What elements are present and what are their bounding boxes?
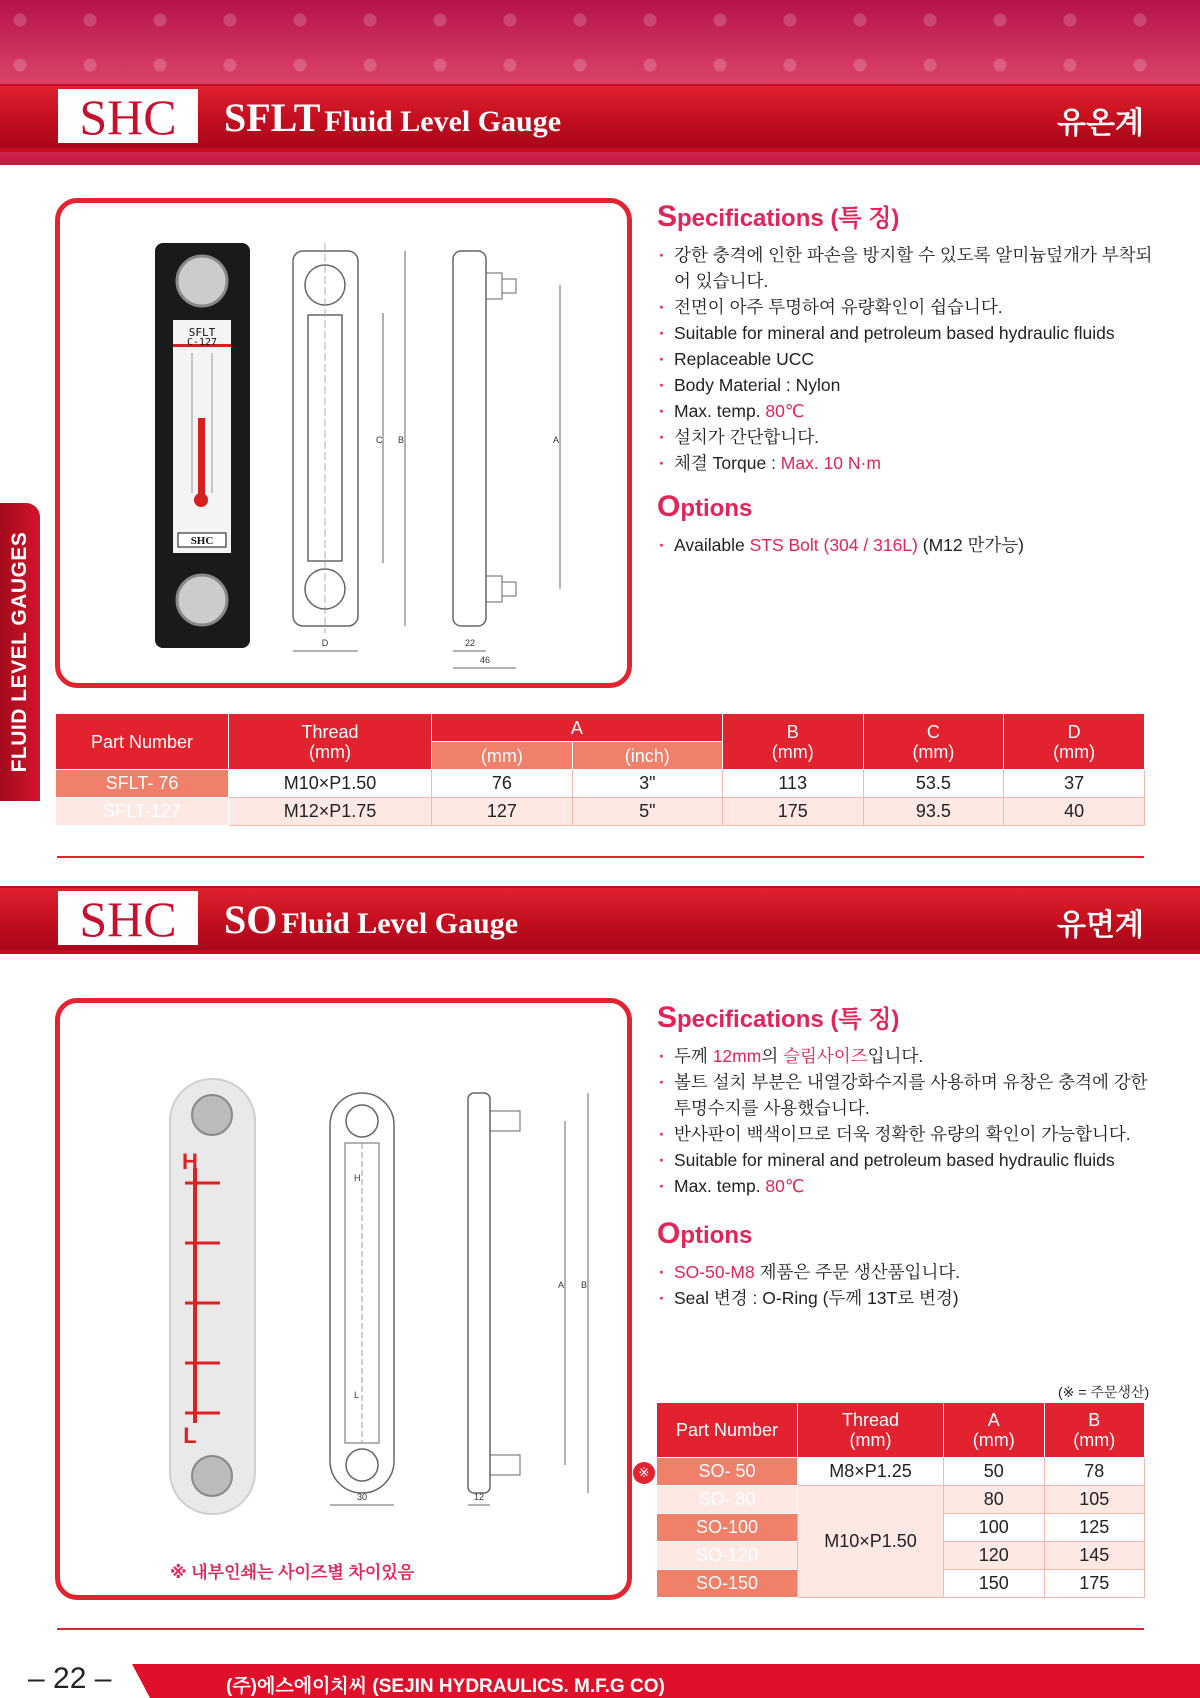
gauge-label-top: SFLT xyxy=(188,326,216,339)
sflt-product-image-box xyxy=(55,198,632,688)
section-divider xyxy=(57,856,1144,858)
so-drawing xyxy=(60,1003,627,1595)
so-product-image-box xyxy=(55,998,632,1600)
side-tab-label: FLUID LEVEL GAUGES xyxy=(8,531,31,773)
col-c: C (mm) xyxy=(863,714,1004,770)
col-thread: Thread (mm) xyxy=(229,714,432,770)
order-mark: ※ xyxy=(633,1462,655,1484)
col-part-number: Part Number xyxy=(56,714,229,770)
print-note: ※ 내부인쇄는 사이즈별 차이있음 xyxy=(170,1563,415,1582)
section1-title-sub: Fluid Level Gauge xyxy=(324,105,562,138)
spec-item: · 강한 충격에 인한 파손을 방지할 수 있도록 알미늄덮개가 부착되어 있습니다. xyxy=(657,242,1157,294)
option-item: · SO-50-M8 제품은 주문 생산품입니다. xyxy=(657,1259,1157,1285)
col-a-inch: (inch) xyxy=(572,742,722,770)
spec-item: · Suitable for mineral and petroleum based hydraulic fluids xyxy=(657,1147,1157,1173)
spec-item: · Body Material : Nylon xyxy=(657,372,1157,398)
table-row: SO-150 150 175 xyxy=(657,1570,1145,1598)
col-a: A (mm) xyxy=(944,1403,1045,1458)
options-heading: Options xyxy=(657,490,753,523)
section2-title-kr: 유면계 xyxy=(1057,909,1144,942)
table-row: SFLT- 76 M10×P1.50 76 3" 113 53.5 37 xyxy=(56,770,1145,798)
dim-46: 46 xyxy=(479,655,491,665)
option-item: · Available STS Bolt (304 / 316L) (M12 만가능) xyxy=(657,532,1157,558)
col-thread: Thread (mm) xyxy=(798,1403,944,1458)
col-part-number: Part Number xyxy=(657,1403,798,1458)
section2-title-main: SO xyxy=(224,897,278,942)
dim-b: B xyxy=(398,435,405,445)
drawing-mark-low: L xyxy=(354,1390,360,1400)
spec-item: · 두께 12mm의 슬림사이즈입니다. xyxy=(657,1043,1157,1069)
spec-item: · 볼트 설치 부분은 내열강화수지를 사용하며 유창은 충격에 강한 투명수지를 사용했습니다. xyxy=(657,1069,1157,1121)
spec-item: · Replaceable UCC xyxy=(657,346,1157,372)
shc-logo: SHC xyxy=(58,891,198,945)
spec-item: · 반사판이 백색이므로 더욱 정확한 유량의 확인이 가능합니다. xyxy=(657,1121,1157,1147)
band-line xyxy=(0,148,1200,152)
dim-d: D xyxy=(321,638,329,648)
side-tab xyxy=(0,503,40,801)
shc-logo: SHC xyxy=(58,89,198,143)
spec-heading: Specifications (특 징) xyxy=(657,1001,900,1034)
dim-b: B xyxy=(581,1280,588,1290)
section1-title xyxy=(224,94,561,141)
spec-item: · Max. temp. 80℃ xyxy=(657,398,1157,424)
options-heading: Options xyxy=(657,1217,753,1250)
section1-title-kr: 유온계 xyxy=(1057,107,1144,140)
gauge-mark-low: L xyxy=(183,1423,197,1448)
dim-30: 30 xyxy=(356,1492,368,1502)
col-b: B (mm) xyxy=(1044,1403,1145,1458)
table-row: SO- 80 M10×P1.50 80 105 xyxy=(657,1486,1145,1514)
section2-title-sub: Fluid Level Gauge xyxy=(281,907,519,940)
spec-item: · 체결 Torque : Max. 10 N·m xyxy=(657,450,1157,476)
order-note: (※ = 주문생산) xyxy=(1058,1384,1150,1400)
table-row: SO- 50 M8×P1.25 50 78 xyxy=(657,1458,1145,1486)
table-row: SO-100 100 125 xyxy=(657,1514,1145,1542)
col-a: A xyxy=(432,714,723,742)
col-a-mm: (mm) xyxy=(432,742,573,770)
dim-c: C xyxy=(376,435,383,445)
so-part-table xyxy=(656,1402,1145,1598)
sflt-drawing xyxy=(60,203,627,683)
band-line xyxy=(0,950,1200,954)
footer xyxy=(0,1664,1200,1698)
dim-a: A xyxy=(553,435,560,445)
table-row: SO-120 120 145 xyxy=(657,1542,1145,1570)
section2-title xyxy=(224,896,518,943)
section1-title-band xyxy=(0,86,1200,148)
gauge-label-brand: SHC xyxy=(190,535,214,547)
col-d: D (mm) xyxy=(1004,714,1145,770)
company-name: (주)에스에이치씨 (SEJIN HYDRAULICS. M.F.G CO) xyxy=(226,1676,665,1697)
option-item: · Seal 변경 : O-Ring (두께 13T로 변경) xyxy=(657,1285,1157,1311)
section-divider xyxy=(57,1628,1144,1630)
sflt-part-table xyxy=(55,713,1145,826)
sflt-specifications xyxy=(657,198,1157,558)
dim-22: 22 xyxy=(464,638,476,648)
section1-title-main: SFLT xyxy=(224,95,321,140)
spec-heading: Specifications (특 징) xyxy=(657,200,900,233)
spec-item: · Max. temp. 80℃ xyxy=(657,1173,1157,1199)
table-row: SFLT-127 M12×P1.75 127 5" 175 93.5 40 xyxy=(56,798,1145,826)
dim-12: 12 xyxy=(473,1492,485,1502)
spec-item: · 전면이 아주 투명하여 유량확인이 쉽습니다. xyxy=(657,294,1157,320)
spec-item: · Suitable for mineral and petroleum based hydraulic fluids xyxy=(657,320,1157,346)
so-specifications xyxy=(657,999,1157,1311)
spec-item: · 설치가 간단합니다. xyxy=(657,424,1157,450)
dim-a: A xyxy=(558,1280,565,1290)
col-b: B (mm) xyxy=(722,714,863,770)
gauge-label-model: C-127 xyxy=(186,337,218,348)
drawing-mark-high: H xyxy=(354,1173,361,1183)
gauge-mark-high: H xyxy=(182,1149,198,1174)
section2-title-band xyxy=(0,888,1200,950)
page-number: – 22 – xyxy=(28,1662,112,1695)
